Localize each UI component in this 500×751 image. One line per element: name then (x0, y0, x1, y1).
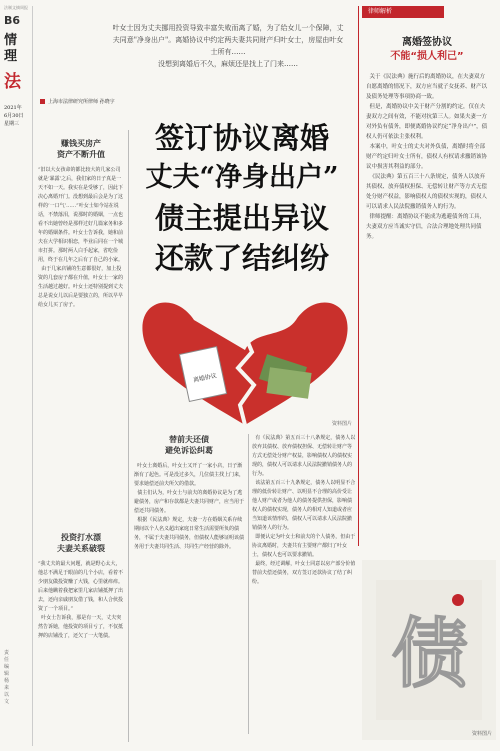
left-body-2: “我丈夫的最大问题，就是野心太大，他总不满足于眼前的几个小店，看着不少朋友做投资赚了大钱，心里就痒痒。后来他瞒着我把家里几家店铺抵押了出去，还向亲戚朋友借了钱，和人合伙投资了一个项目。” 叶女士告诉我，那是有一天，丈夫突然告诉她，他投资的项目亏了，不仅抵押的店铺没了，还欠了一大笔债。 (38, 561, 124, 639)
masthead-title-2: 法 (4, 72, 21, 92)
right-heading-2: 不能“损人利己” (390, 51, 464, 62)
debt-illustration (362, 560, 496, 740)
headline-line-3: 债主提出异议 (154, 201, 329, 235)
masthead-title-1: 情理 (4, 33, 18, 64)
left-column (38, 138, 124, 740)
debt-character: 债 (392, 609, 468, 698)
left-sub-2a: 投资打水漂 (61, 533, 101, 542)
top-intro: 叶女士因为丈夫挪用投资导致丰富失败而离了婚，为了给女儿一个保障，丈夫同意"净身出户"。离婚协议中约定两夫妻共同财产归叶女士，房屋由叶女士所有…… 没想到离婚后不久，麻烦还是找上了门来…… (112, 24, 344, 68)
middle-col-b: 有《民法典》第五百三十八条规定，债务人以放弃其债权、放弃债权担保、无偿转让财产等方式无偿处分财产权益，影响债权人的债权实现的，债权人可以请求人民法院撤销债务人的行为。 该法第五百三十九条规定，债务人以明显不合理的低价转让财产、以明显不合理的高价受让他人财产或者为他人的债务提供担保，影响债权人的债权实现，债务人的相对人知道或者应当知道该情形的，债权人可以请求人民法院撤销债务人的行为。 即便认定为叶女士和前夫的个人债务，但由于协议离婚时，夫妻共有主要财产都归了叶女士，债权人也可以要求撤销。 最终，经过调解，叶女士同意以房产部分价值替前夫偿还债务，双方签订还款协议了结了纠纷。 (252, 435, 356, 585)
byline-text: 上海市法律研究所律师 孙晓宇 (48, 99, 115, 105)
right-heading-1: 离婚签协议 (402, 37, 452, 48)
headline-line-1: 签订协议离婚 (154, 121, 329, 155)
date-line-3: 星期三 (4, 121, 20, 127)
left-sub-1b: 资产不断升值 (57, 150, 105, 159)
middle-col-a: 叶女士离婚后，叶女士又开了一家小店，日子渐渐有了起色。可是没过多久，几位债主找上门来，要求她偿还前夫所欠的借款。 债主们认为，叶女士与前夫的离婚协议是为了逃避债务，房产和存款都是夫妻共同财产，应当用于偿还共同债务。 根据《民法典》规定，夫妻一方在婚姻关系存续期间以个人名义超出家庭日常生活需要所负的债务，不属于夫妻共同债务，但债权人能够证明该债务用于夫妻共同生活、共同生产经营的除外。 (134, 463, 244, 550)
section-small: 法制文摘周报 (4, 5, 28, 10)
headline (126, 118, 358, 278)
paper-label: 离婚协议 (192, 372, 218, 385)
page-number: B6 (4, 14, 21, 27)
date-line-2: 6月30日 (4, 113, 24, 119)
byline (40, 98, 190, 105)
right-heading (362, 36, 492, 64)
right-tag-label: 律师解析 (368, 8, 393, 15)
headline-line-4: 还款了结纠纷 (154, 241, 329, 275)
headline-line-2: 丈夫“净身出户” (145, 162, 339, 193)
right-tag (362, 6, 444, 18)
byline-marker (40, 99, 45, 104)
right-body: 关于《民法典》施行后的离婚协议，在夫妻双方自愿离婚的情况下，双方应当就子女抚养、财产以及债务处理等事项协商一致。 但是，离婚协议中关于财产分割的约定，仅在夫妻双方之间有效，不能对抗第三人。如果夫妻一方对外负有债务，即便离婚协议约定“净身出户”，债权人仍可依法主张权利。 本案中，叶女士的丈夫对外负债，离婚时将全部财产约定归叶女士所有，债权人有权请求撤销该协议中损害其利益的部分。 《民法典》第五百三十八条规定，债务人以放弃其债权、放弃债权担保、无偿转让财产等方式无偿处分财产权益，影响债权人的债权实现的，债权人可以请求人民法院撤销债务人的行为。 律师提醒：离婚协议不能成为逃避债务的工具，夫妻双方应当诚实守信，合法合理地处理共同债务。 (366, 74, 488, 240)
divorce-photo (134, 290, 356, 430)
left-sub-2b: 夫妻关系破裂 (57, 544, 105, 553)
middle-sub (134, 434, 244, 456)
left-body-1: “旧以大女孩命的都比较大的几家公司就是‘暴露’之后，我们家的日子真是一天不如一天。我实在是受够了，因此下决心离婚开门。没想到最后会是为了这样的‘一口气’……”叶女士如今站在说话，不禁落泪，说那时的婚姻，一点也看不出她曾经是那样过好几篇家务和多年的婚姻条件。叶女士告诉我，她和前夫在大学相识相恋，毕业后同在一个城市打拼。那时两人白手起家，省吃俭用，终于在几年之后有了自己的小家。 由于几家店铺的生意都很好，加上投资的几套房子都在升值，叶女士一家的生活越过越好。叶女士还特别提到丈夫总是说女儿以后是要独立的，所以早早给女儿买了房子。 (38, 167, 124, 308)
photo-caption: 资料图片 (331, 421, 352, 427)
middle-sub-a: 替前夫还债 (169, 435, 209, 444)
debt-stamp-icon (362, 560, 496, 740)
illustration-caption: 资料图片 (471, 731, 492, 737)
middle-sub-b: 避免诉讼纠葛 (165, 446, 213, 455)
broken-heart-illustration (134, 290, 356, 430)
left-sub-1a: 赚钱买房产 (61, 139, 101, 148)
editor-credit: 责任编辑 杨来以文 (4, 650, 10, 705)
date-line-1: 2021年 (4, 105, 22, 111)
